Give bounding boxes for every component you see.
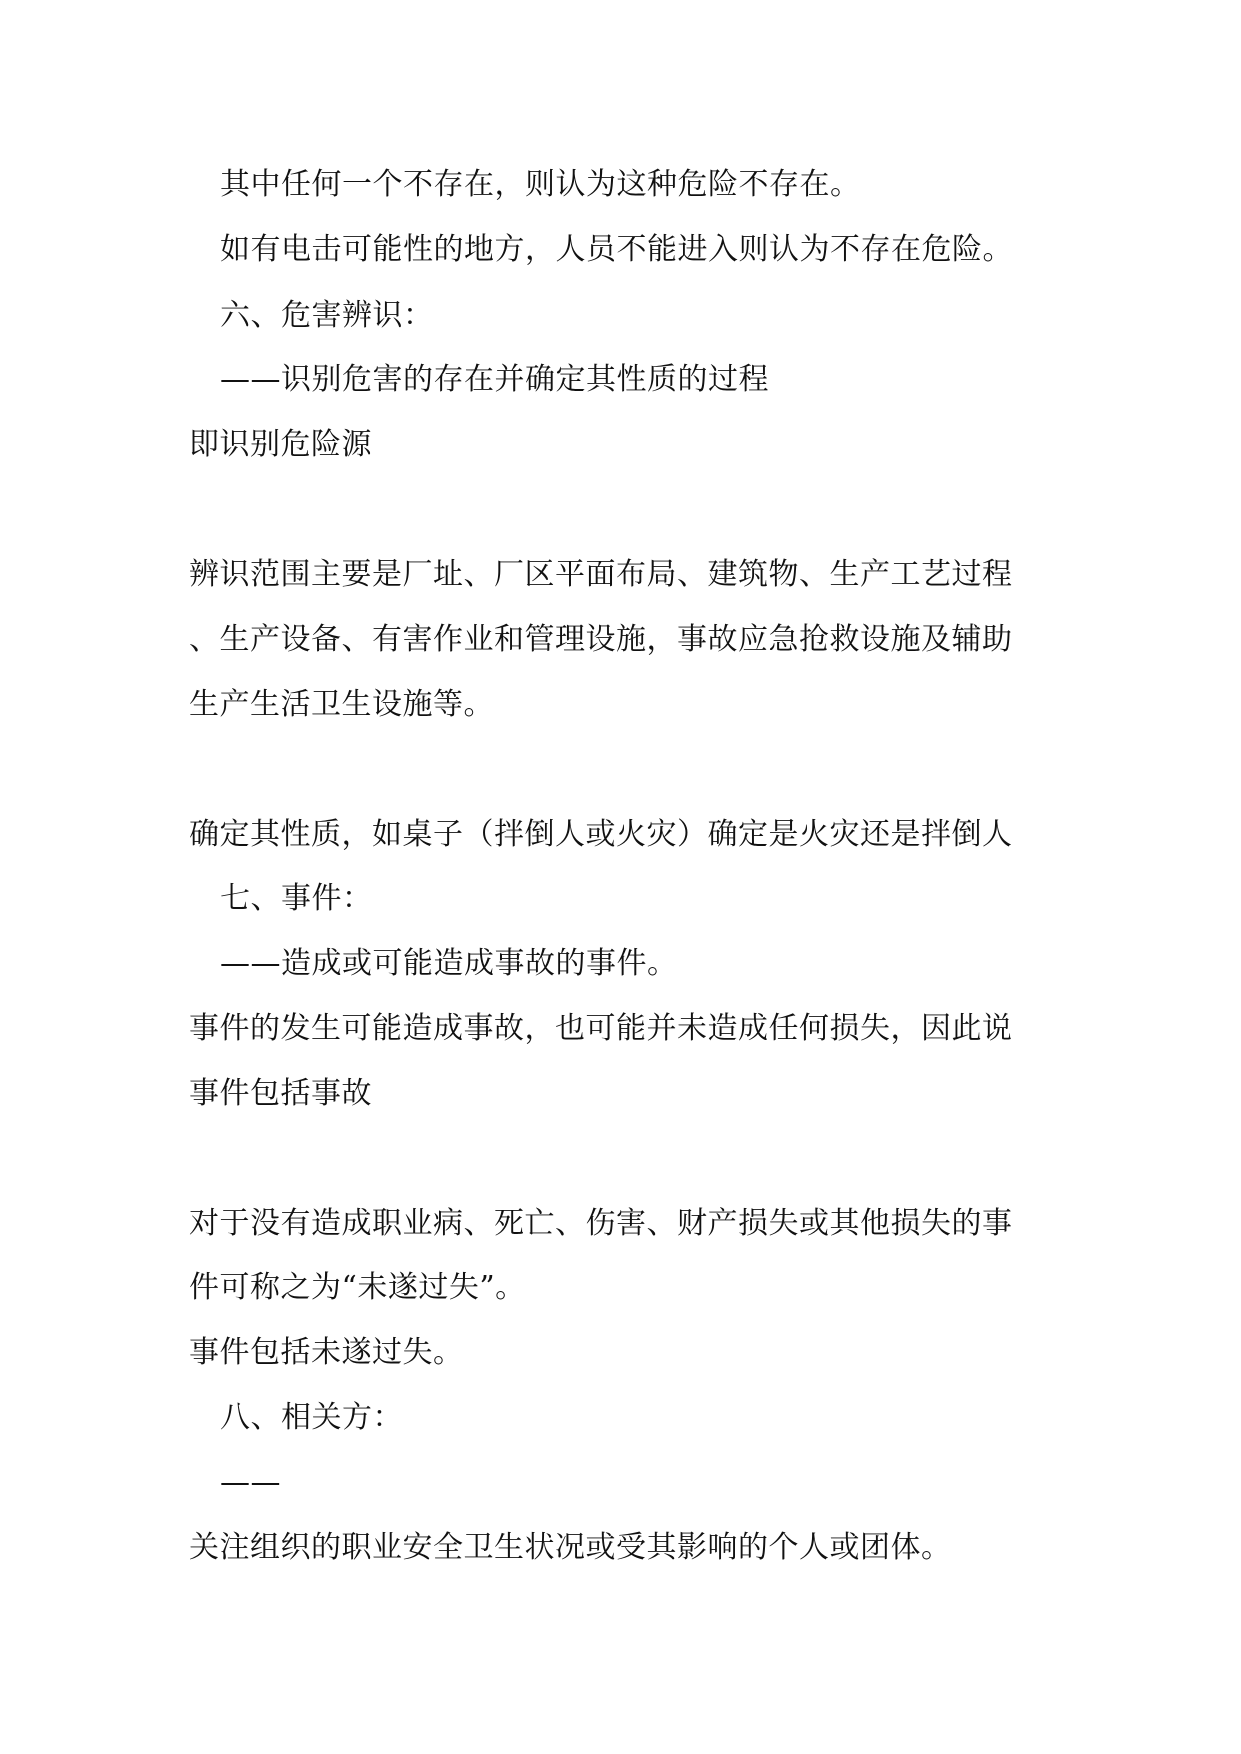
text-line: 生产生活卫生设施等。 [189,687,494,722]
definition-line: ——识别危害的存在并确定其性质的过程 [220,362,769,397]
section-heading: 七、事件： [220,881,373,916]
text-line: 件可称之为“未遂过失”。 [189,1270,526,1305]
text-line: 关注组织的职业安全卫生状况或受其影响的个人或团体。 [189,1530,952,1565]
text-line: 对于没有造成职业病、死亡、伤害、财产损失或其他损失的事 [189,1206,1013,1241]
text-line: 事件的发生可能造成事故，也可能并未造成任何损失，因此说 [189,1011,1013,1046]
text-line: 、生产设备、有害作业和管理设施，事故应急抢救设施及辅助 [189,622,1013,657]
definition-dash: —— [220,1465,281,1500]
text-line: 确定其性质，如桌子（拌倒人或火灾）确定是火灾还是拌倒人 [189,817,1013,852]
text-line: 事件包括未遂过失。 [189,1335,464,1370]
section-heading: 六、危害辨识： [220,298,434,333]
text-line: 即识别危险源 [189,427,372,462]
section-heading: 八、相关方： [220,1400,403,1435]
text-line: 辨识范围主要是厂址、厂区平面布局、建筑物、生产工艺过程 [189,557,1013,592]
text-line: 如有电击可能性的地方，人员不能进入则认为不存在危险。 [220,232,1013,267]
text-line: 事件包括事故 [189,1076,372,1111]
text-line: 其中任何一个不存在，则认为这种危险不存在。 [220,167,861,202]
definition-line: ——造成或可能造成事故的事件。 [220,946,678,981]
